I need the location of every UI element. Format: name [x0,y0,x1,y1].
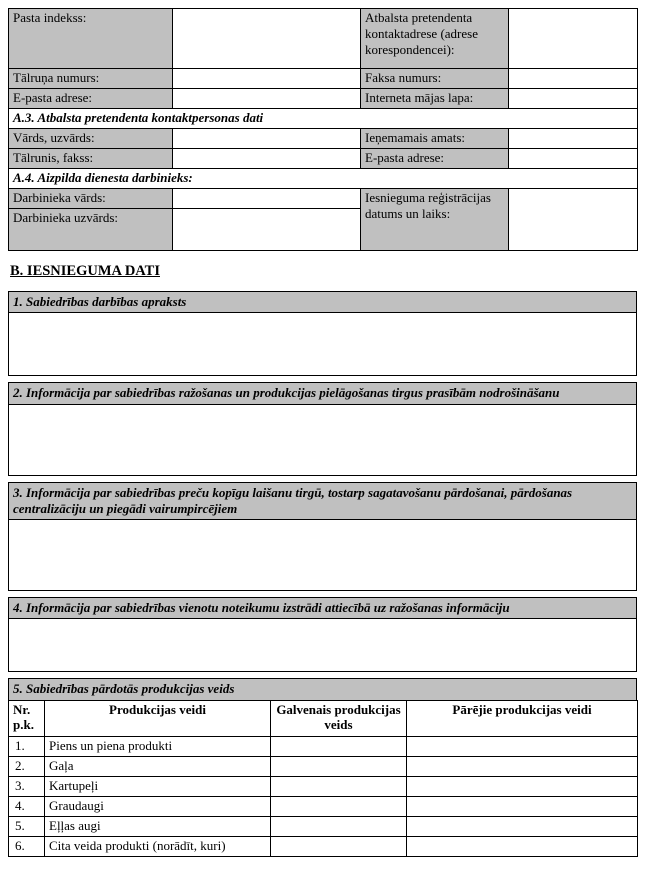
galvenais-cell [271,736,407,756]
col-header-galvenais: Galvenais produkcijas veids [271,700,407,736]
parejie-cell [407,816,638,836]
section-2 [8,382,637,475]
field-darbinieka-uzvards [173,209,361,251]
row-number: 5. [9,816,45,836]
label-faksa-numurs: Faksa numurs: [361,69,509,89]
table-row [9,776,638,796]
field-talruna-numurs [173,69,361,89]
product-name: Cita veida produkti (norādīt, kuri) [45,836,271,856]
section-1 [8,291,637,376]
section-b-title: B. IESNIEGUMA DATI [10,263,160,279]
galvenais-cell [271,836,407,856]
product-name: Gaļa [45,756,271,776]
galvenais-cell [271,816,407,836]
section-3-header: 3. Informācija par sabiedrības preču kopīgu laišanu tirgū, tostarp sagatavošanu pārdošanai, pārdošanas centralizāciju un piegādi vairumpircējiem [9,483,636,521]
galvenais-cell [271,776,407,796]
label-talrunis-fakss: Tālrunis, fakss: [9,149,173,169]
field-faksa-numurs [509,69,638,89]
section-1-header: 1. Sabiedrības darbības apraksts [9,292,636,313]
parejie-cell [407,756,638,776]
parejie-cell [407,736,638,756]
contact-details-table [8,8,638,251]
section-2-header: 2. Informācija par sabiedrības ražošanas un produkcijas pielāgošanas tirgus prasībām nodrošināšanu [9,383,636,404]
parejie-cell [407,796,638,816]
section-4-header: 4. Informācija par sabiedrības vienotu noteikumu izstrādi attiecībā uz ražošanas informāciju [9,598,636,619]
label-darbinieka-uzvards: Darbinieka uzvārds: [9,209,173,251]
field-interneta-majas-lapa [509,89,638,109]
row-number: 4. [9,796,45,816]
row-number: 3. [9,776,45,796]
field-ienemamais-amats [509,129,638,149]
galvenais-cell [271,796,407,816]
section-3 [8,482,637,592]
field-kontaktadrese [509,9,638,69]
table-row [9,796,638,816]
galvenais-cell [271,756,407,776]
section-5-header: 5. Sabiedrības pārdotās produkcijas veids [9,679,636,699]
parejie-cell [407,776,638,796]
section-2-answer-area [9,405,636,475]
label-vards-uzvards: Vārds, uzvārds: [9,129,173,149]
section-5 [8,678,637,699]
label-ienemamais-amats: Ieņemamais amats: [361,129,509,149]
field-iesnieguma-registracija [509,189,638,251]
row-number: 2. [9,756,45,776]
label-darbinieka-vards: Darbinieka vārds: [9,189,173,209]
label-talruna-numurs: Tālruņa numurs: [9,69,173,89]
label-kontaktadrese: Atbalsta pretendenta kontaktadrese (adrese korespondencei): [361,9,509,69]
field-talrunis-fakss [173,149,361,169]
label-epasta-adrese-2: E-pasta adrese: [361,149,509,169]
field-darbinieka-vards [173,189,361,209]
col-header-parejie: Pārējie produkcijas veidi [407,700,638,736]
subsection-a3-header: A.3. Atbalsta pretendenta kontaktpersonas dati [9,109,638,129]
product-name: Kartupeļi [45,776,271,796]
table-row [9,836,638,856]
label-pasta-indekss: Pasta indekss: [9,9,173,69]
section-3-answer-area [9,520,636,590]
section-1-answer-area [9,313,636,375]
subsection-a4-header: A.4. Aizpilda dienesta darbinieks: [9,169,638,189]
col-header-nr-pk: Nr. p.k. [9,700,45,736]
section-4-answer-area [9,619,636,671]
row-number: 6. [9,836,45,856]
table-row [9,756,638,776]
product-name: Piens un piena produkti [45,736,271,756]
label-iesnieguma-registracija: Iesnieguma reģistrācijas datums un laiks: [361,189,509,251]
product-name: Eļļas augi [45,816,271,836]
label-epasta-adrese: E-pasta adrese: [9,89,173,109]
product-name: Graudaugi [45,796,271,816]
field-vards-uzvards [173,129,361,149]
row-number: 1. [9,736,45,756]
products-table [8,700,638,857]
field-epasta-adrese-2 [509,149,638,169]
table-row [9,816,638,836]
field-pasta-indekss [173,9,361,69]
col-header-produkcijas-veidi: Produkcijas veidi [45,700,271,736]
label-interneta-majas-lapa: Interneta mājas lapa: [361,89,509,109]
table-row [9,736,638,756]
parejie-cell [407,836,638,856]
field-epasta-adrese [173,89,361,109]
products-header-row [9,700,638,736]
section-4 [8,597,637,672]
